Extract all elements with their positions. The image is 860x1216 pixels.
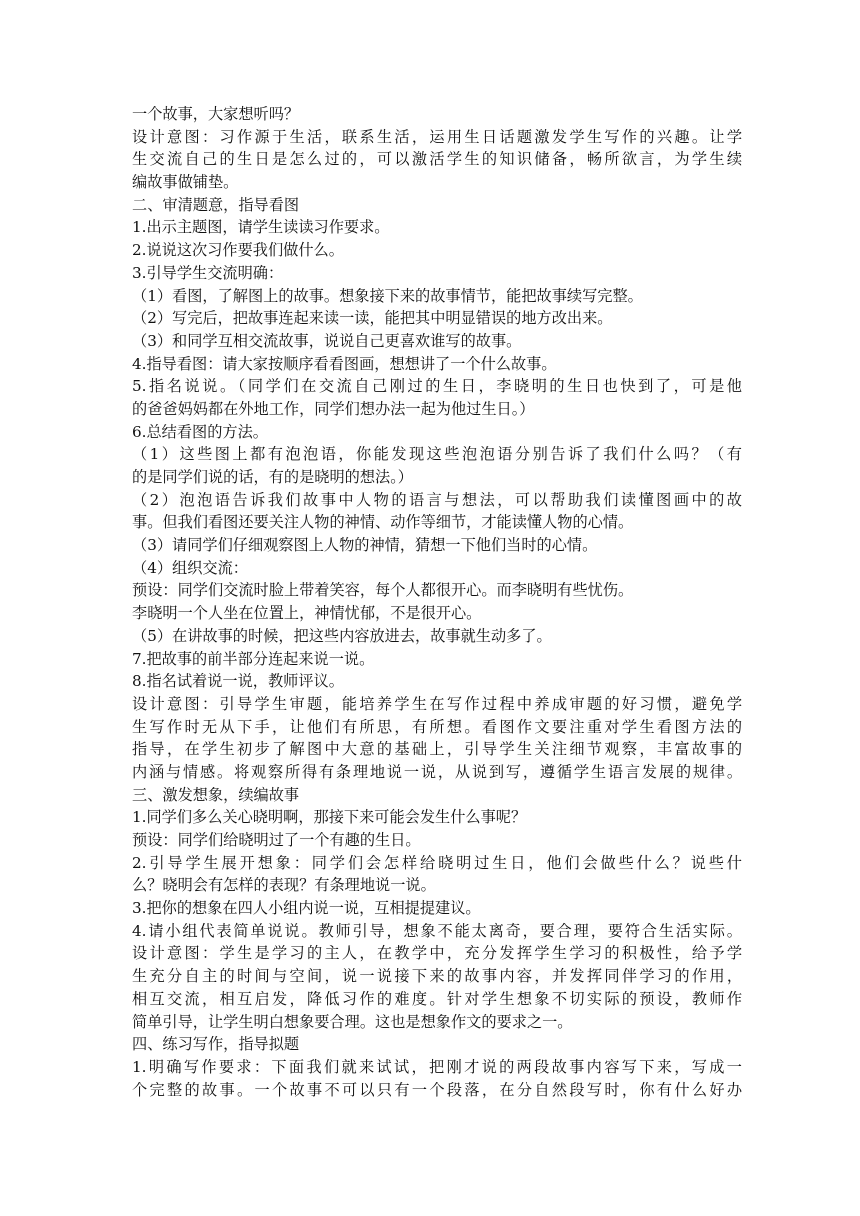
text-line: 3.引导学生交流明确： <box>132 263 284 282</box>
document-body <box>132 103 742 1101</box>
text-line: 李晓明一个人坐在位置上，神情忧郁，不是很开心。 <box>132 604 482 623</box>
text-line: （2）泡泡语告诉我们故事中人物的语言与想法，可以帮助我们读懂图画中的故 <box>132 490 742 509</box>
text-line: 的是同学们说的话，有的是晓明的想法。） <box>132 468 413 486</box>
text-line: 生写作时无从下手，让他们有所思，有所想。看图作文要注重对学生看图方法的 <box>132 717 742 736</box>
text-line: 7.把故事的前半部分连起来说一说。 <box>132 649 375 668</box>
text-line: 设计意图：习作源于生活，联系生活，运用生日话题激发学生写作的兴趣。让学 <box>132 127 742 146</box>
text-line: （1）这些图上都有泡泡语，你能发现这些泡泡语分别告诉了我们什么吗？（有 <box>132 445 742 464</box>
text-line: 事。但我们看图还要关注人物的神情、动作等细节，才能读懂人物的心情。 <box>132 513 634 532</box>
text-line: （1）看图，了解图上的故事。想象接下来的故事情节，能把故事续写完整。 <box>132 286 643 305</box>
text-line: 8.指名试着说一说，教师评议。 <box>132 672 344 691</box>
text-line: 2.说说这次习作要我们做什么。 <box>132 241 344 260</box>
text-line: （3）请同学们仔细观察图上人物的神情，猜想一下他们当时的心情。 <box>132 536 598 555</box>
text-line: 个完整的故事。一个故事不可以只有一个段落，在分自然段写时，你有什么好办 <box>132 1080 742 1099</box>
text-line: （4）组织交流： <box>132 558 248 577</box>
text-line: 生充分自主的时间与空间，说一说接下来的故事内容，并发挥同伴学习的作用， <box>132 967 742 986</box>
text-line: 简单引导，让学生明白想象要合理。这也是想象作文的要求之一。 <box>132 1012 573 1031</box>
text-line: 么？晓明会有怎样的表现？有条理地说一说。 <box>132 876 436 895</box>
text-line: 编故事做铺垫。 <box>132 173 239 192</box>
text-line: 生交流自己的生日是怎么过的，可以激活学生的知识储备，畅所欲言，为学生续 <box>132 150 742 169</box>
text-line: （5）在讲故事的时候，把这些内容放进去，故事就生动多了。 <box>132 626 552 645</box>
text-line: 预设：同学们交流时脸上带着笑容，每个人都很开心。而李晓明有些忧伤。 <box>132 581 634 600</box>
text-line: 一个故事，大家想听吗？ <box>132 105 300 123</box>
text-line: 指导，在学生初步了解图中大意的基础上，引导学生关注细节观察，丰富故事的 <box>132 740 742 759</box>
text-line: 相互交流，相互启发，降低习作的难度。针对学生想象不切实际的预设，教师作 <box>132 989 742 1008</box>
text-line: 2.引导学生展开想象：同学们会怎样给晓明过生日，他们会做些什么？说些什 <box>132 853 742 872</box>
text-line: 内涵与情感。将观察所得有条理地说一说，从说到写，遵循学生语言发展的规律。 <box>132 762 742 781</box>
text-line: 6.总结看图的方法。 <box>132 422 268 441</box>
text-line: 三、激发想象，续编故事 <box>132 785 300 804</box>
text-line: （2）写完后，把故事连起来读一读，能把其中明显错误的地方改出来。 <box>132 309 613 328</box>
text-line: 设计意图：学生是学习的主人，在教学中，充分发挥学生学习的积极性，给予学 <box>132 944 742 963</box>
text-line: 二、审清题意，指导看图 <box>132 195 300 214</box>
text-line: （3）和同学互相交流故事，说说自己更喜欢谁写的故事。 <box>132 331 522 350</box>
text-line: 设计意图：引导学生审题，能培养学生在写作过程中养成审题的好习惯，避免学 <box>132 694 742 713</box>
text-line: 4.指导看图：请大家按顺序看看图画，想想讲了一个什么故事。 <box>132 354 557 373</box>
text-line: 5.指名说说。（同学们在交流自己刚过的生日，李晓明的生日也快到了，可是他 <box>132 377 742 396</box>
text-line: 4.请小组代表简单说说。教师引导，想象不能太离奇，要合理，要符合生活实际。 <box>132 921 742 940</box>
text-line: 预设：同学们给晓明过了一个有趣的生日。 <box>132 831 421 849</box>
text-line: 1.出示主题图，请学生读读习作要求。 <box>132 218 390 237</box>
text-line: 3.把你的想象在四人小组内说一说，互相提提建议。 <box>132 899 481 918</box>
text-line: 的爸爸妈妈都在外地工作，同学们想办法一起为他过生日。） <box>132 399 535 418</box>
text-line: 1.同学们多么关心晓明啊，那接下来可能会发生什么事呢？ <box>132 808 527 827</box>
text-line: 1.明确写作要求：下面我们就来试试，把刚才说的两段故事内容写下来，写成一 <box>132 1057 742 1076</box>
text-line: 四、练习写作，指导拟题 <box>132 1035 300 1054</box>
